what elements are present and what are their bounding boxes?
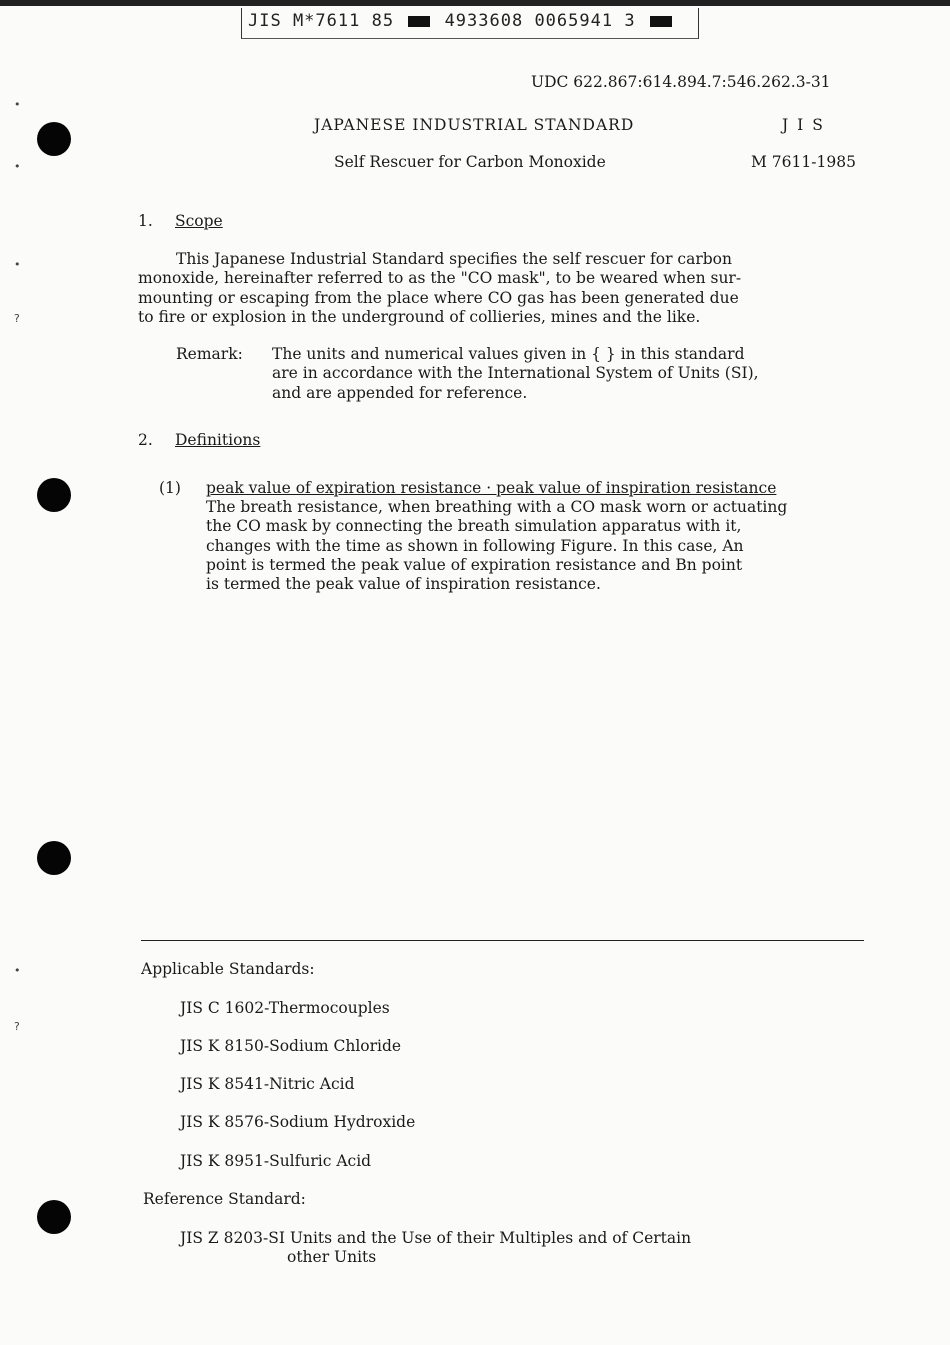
definition-term: peak value of expiration resistance · peak value of inspiration resistance <box>206 479 777 497</box>
udc-code: UDC 622.867:614.894.7:546.262.3-31 <box>531 73 831 91</box>
standard-list-item: JIS K 8951-Sulfuric Acid <box>180 1152 372 1170</box>
paragraph-line: The breath resistance, when breathing with a CO mask worn or actuating <box>206 498 788 516</box>
paragraph-line: to fire or explosion in the underground of collieries, mines and the like. <box>138 307 701 326</box>
standard-number: M 7611-1985 <box>751 153 856 171</box>
redaction-block <box>650 16 672 27</box>
standard-list-item: JIS C 1602-Thermocouples <box>180 999 390 1017</box>
scan-top-edge <box>0 0 950 6</box>
scan-mark: ? <box>14 312 20 325</box>
paragraph-line: are in accordance with the International System of Units (SI), <box>272 364 759 383</box>
reference-standard-heading: Reference Standard: <box>143 1190 306 1208</box>
paragraph-line: changes with the time as shown in following Figure. In this case, An <box>206 536 744 555</box>
scan-mark: • <box>14 98 21 111</box>
section-number: 1. <box>138 212 153 230</box>
paragraph-line: monoxide, hereinafter referred to as the "CO mask", to be weared when sur- <box>138 269 742 288</box>
document-subtitle: Self Rescuer for Carbon Monoxide <box>334 153 606 171</box>
definition-text <box>206 498 787 594</box>
punch-hole <box>37 122 71 156</box>
remark-text <box>272 345 759 403</box>
applicable-standards-heading: Applicable Standards: <box>141 960 315 978</box>
paragraph-line: the CO mask by connecting the breath simulation apparatus with it, <box>206 517 742 536</box>
scan-mark: • <box>14 160 21 173</box>
standard-list-item: JIS K 8541-Nitric Acid <box>180 1075 355 1093</box>
paragraph-line: and are appended for reference. <box>272 383 528 402</box>
paragraph-line: point is termed the peak value of expiration resistance and Bn point <box>206 555 743 574</box>
section-heading-scope: Scope <box>175 212 223 230</box>
redaction-block <box>408 16 430 27</box>
paragraph-line: This Japanese Industrial Standard specifies the self rescuer for carbon <box>176 250 732 268</box>
header-code <box>248 11 675 31</box>
scan-mark: • <box>14 258 21 271</box>
footnote-divider <box>141 940 864 941</box>
header-code-left: JIS M*7611 85 <box>248 11 395 31</box>
remark-label: Remark: <box>176 345 243 363</box>
scan-mark: • <box>14 964 21 977</box>
header-code-right: 4933608 0065941 3 <box>444 11 636 31</box>
scope-paragraph <box>138 250 741 327</box>
paragraph-line: is termed the peak value of inspiration resistance. <box>206 575 601 594</box>
paragraph-line: mounting or escaping from the place where CO gas has been generated due <box>138 288 739 307</box>
reference-list-item: JIS Z 8203-SI Units and the Use of their Multiples and of Certain <box>180 1229 692 1247</box>
punch-hole <box>37 1200 71 1234</box>
scan-mark: ? <box>14 1020 20 1033</box>
section-number: 2. <box>138 431 153 449</box>
standard-list-item: JIS K 8150-Sodium Chloride <box>180 1037 402 1055</box>
section-heading-definitions: Definitions <box>175 431 261 449</box>
paragraph-line: The units and numerical values given in { } in this standard <box>272 345 745 363</box>
standard-list-item: JIS K 8576-Sodium Hydroxide <box>180 1113 416 1131</box>
page-title: JAPANESE INDUSTRIAL STANDARD <box>314 116 635 134</box>
jis-label: J I S <box>782 116 825 134</box>
punch-hole <box>37 841 71 875</box>
reference-list-item-continued: other Units <box>287 1248 377 1266</box>
definition-item-number: (1) <box>159 479 181 497</box>
punch-hole <box>37 478 71 512</box>
